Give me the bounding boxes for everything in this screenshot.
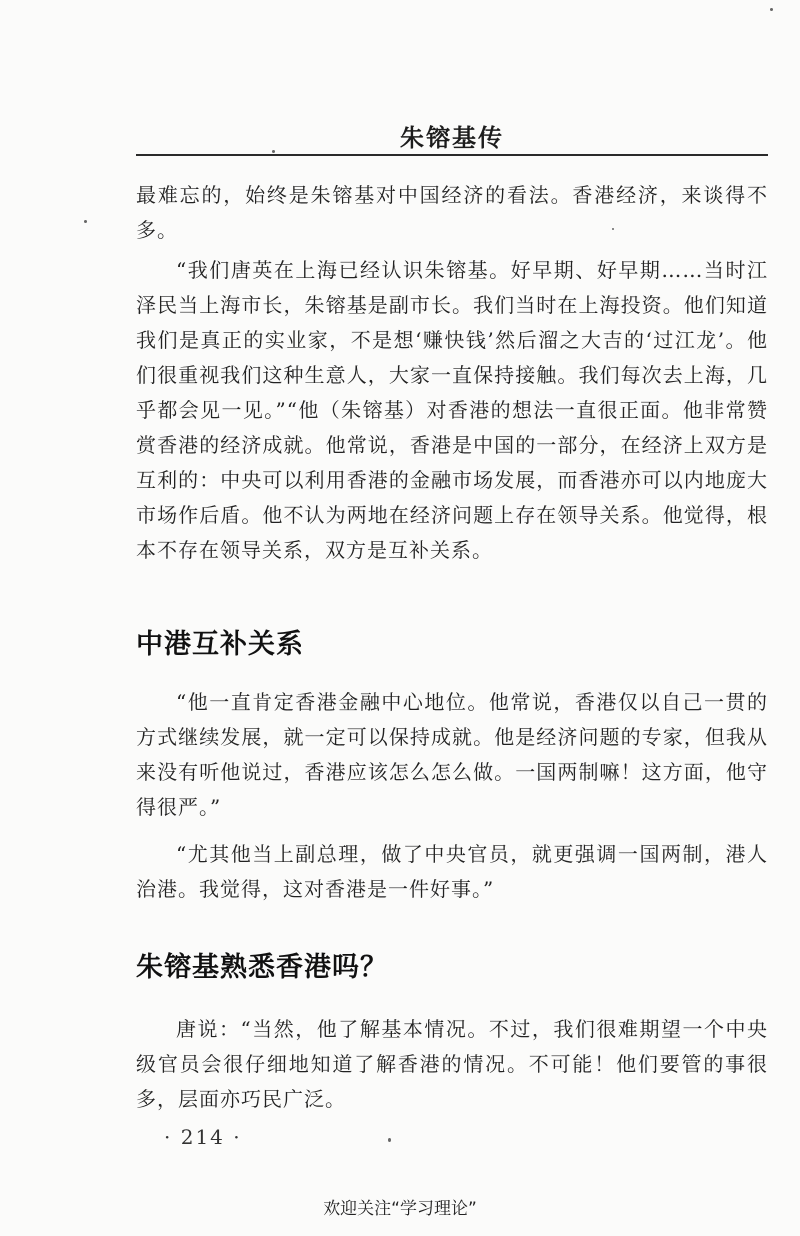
scan-speck [272,150,275,153]
footer-note: 欢迎关注“学习理论” [323,1199,477,1219]
scan-speck [84,220,87,223]
paragraph-2: “我们唐英在上海已经认识朱镕基。好早期、好早期……当时江泽民当上海市长，朱镕基是副市长。我们当时在上海投资。他们知道我们是真正的实业家，不是想‘赚快钱’然后溜之大吉的‘过江龙’。他们很重视我们这种生意人，大家一直保持接触。我们每次去上海，几乎都会见一见。”“他（朱镕基）对香港的想法一直很正面。他非常赞赏香港的经济成就。他常说，香港是中国的一部分，在经济上双方是互利的：中央可以利用香港的金融市场发展，而香港亦可以内地庞大市场作后盾。他不认为两地在经济问题上存在领导关系。他觉得，根本不存在领导关系，双方是互补关系。 [136,258,768,562]
page-number: · 214 · [164,1125,242,1149]
section-heading-complementary: 中港互补关系 [136,629,304,660]
running-header-title: 朱镕基传 [400,123,504,152]
scan-speck [770,8,773,11]
header-rule [136,154,768,156]
paragraph-5: 唐说：“当然，他了解基本情况。不过，我们很难期望一个中央级官员会很仔细地知道了解香港的情况。不可能！他们要管的事很多，层面亦巧民广泛。 [136,1017,768,1111]
paragraph-4: “尤其他当上副总理，做了中央官员，就更强调一国两制，港人治港。我觉得，这对香港是一件好事。” [136,842,768,901]
section-heading-familiarity: 朱镕基熟悉香港吗？ [136,952,388,983]
paragraph-3: “他一直肯定香港金融中心地位。他常说，香港仅以自己一贯的方式继续发展，就一定可以保持成就。他是经济问题的专家，但我从来没有听他说过，香港应该怎么怎么做。一国两制嘛！这方面，他守得很严。” [136,690,768,819]
paragraph-1: 最难忘的，始终是朱镕基对中国经济的看法。香港经济，来谈得不多。 [136,183,768,242]
scan-speck [388,1138,391,1142]
scan-speck [612,228,614,230]
